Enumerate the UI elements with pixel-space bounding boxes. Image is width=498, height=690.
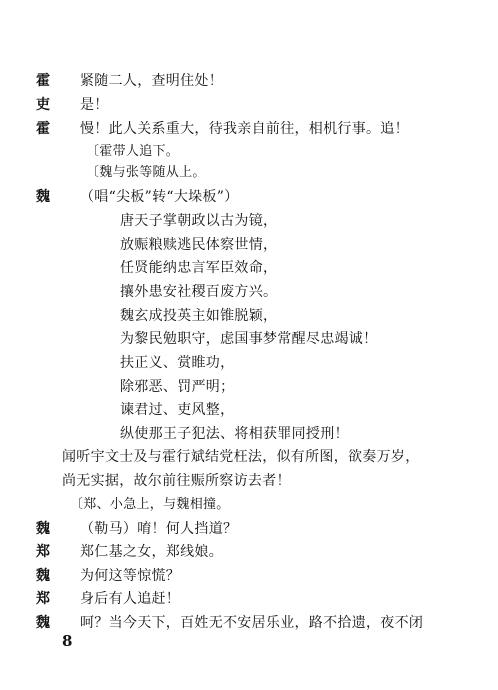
- verse-text: 除邪恶、罚严明；: [120, 379, 235, 395]
- dialogue-text: 郑仁基之女，郑线娘。: [80, 544, 223, 560]
- dialogue-text: 呵？当今天下，百姓无不安居乐业，路不拾遗，夜不闭: [80, 615, 424, 631]
- dialogue-text: （勒马）唷！何人挡道？: [80, 521, 238, 537]
- verse-text: 任贤能纳忠言军臣效命，: [120, 260, 278, 276]
- verse-text: 放赈粮赎逃民体察世情，: [120, 237, 278, 253]
- speaker-label: 魏: [36, 615, 51, 631]
- dialogue-text: 是！: [80, 97, 109, 113]
- verse-text: 纵使那王子犯法、将相获罪同授刑！: [120, 426, 349, 442]
- dialogue-text: 身后有人追赶！: [80, 591, 181, 607]
- stage-direction-text: 〔魏与张等随从上。: [86, 165, 206, 180]
- verse-text: 唐天子掌朝政以古为镜，: [120, 213, 278, 229]
- verse-text: 魏玄成投英主如锥脱颖，: [120, 308, 278, 324]
- stage-direction-text: 〔郑、小急上，与魏相撞。: [70, 497, 230, 512]
- dialogue-text: 紧随二人，查明住处！: [80, 73, 223, 89]
- verse-text: 攘外患安社稷百废方兴。: [120, 284, 278, 300]
- speaker-label: 吏: [36, 97, 51, 113]
- dialogue-text: 慢！此人关系重大，待我亲自前往，相机行事。追！: [80, 121, 409, 137]
- verse-text: 谏君过、吏风整，: [120, 402, 235, 418]
- page-number: 8: [62, 632, 73, 650]
- dialogue-text: 为何这等惊慌？: [80, 568, 181, 584]
- prose-text: 闻听宇文士及与霍行斌结党枉法，似有所图，欲奏万岁，: [62, 449, 420, 465]
- speaker-label: 郑: [36, 591, 51, 607]
- dialogue-text: （唱“尖板”转“大垛板”）: [80, 189, 239, 205]
- speaker-label: 魏: [36, 189, 51, 205]
- speaker-label: 霍: [36, 121, 51, 137]
- prose-text: 尚无实据，故尔前往赈所察访去者！: [62, 473, 291, 489]
- speaker-label: 魏: [36, 568, 51, 584]
- speaker-label: 魏: [36, 521, 51, 537]
- verse-text: 为黎民勉职守，虑国事梦常醒尽忠竭诚！: [120, 331, 378, 347]
- verse-text: 扶正义、赏睢功，: [120, 355, 235, 371]
- speaker-label: 霍: [36, 73, 51, 89]
- speaker-label: 郑: [36, 544, 51, 560]
- stage-direction-text: 〔霍带人追下。: [86, 144, 180, 159]
